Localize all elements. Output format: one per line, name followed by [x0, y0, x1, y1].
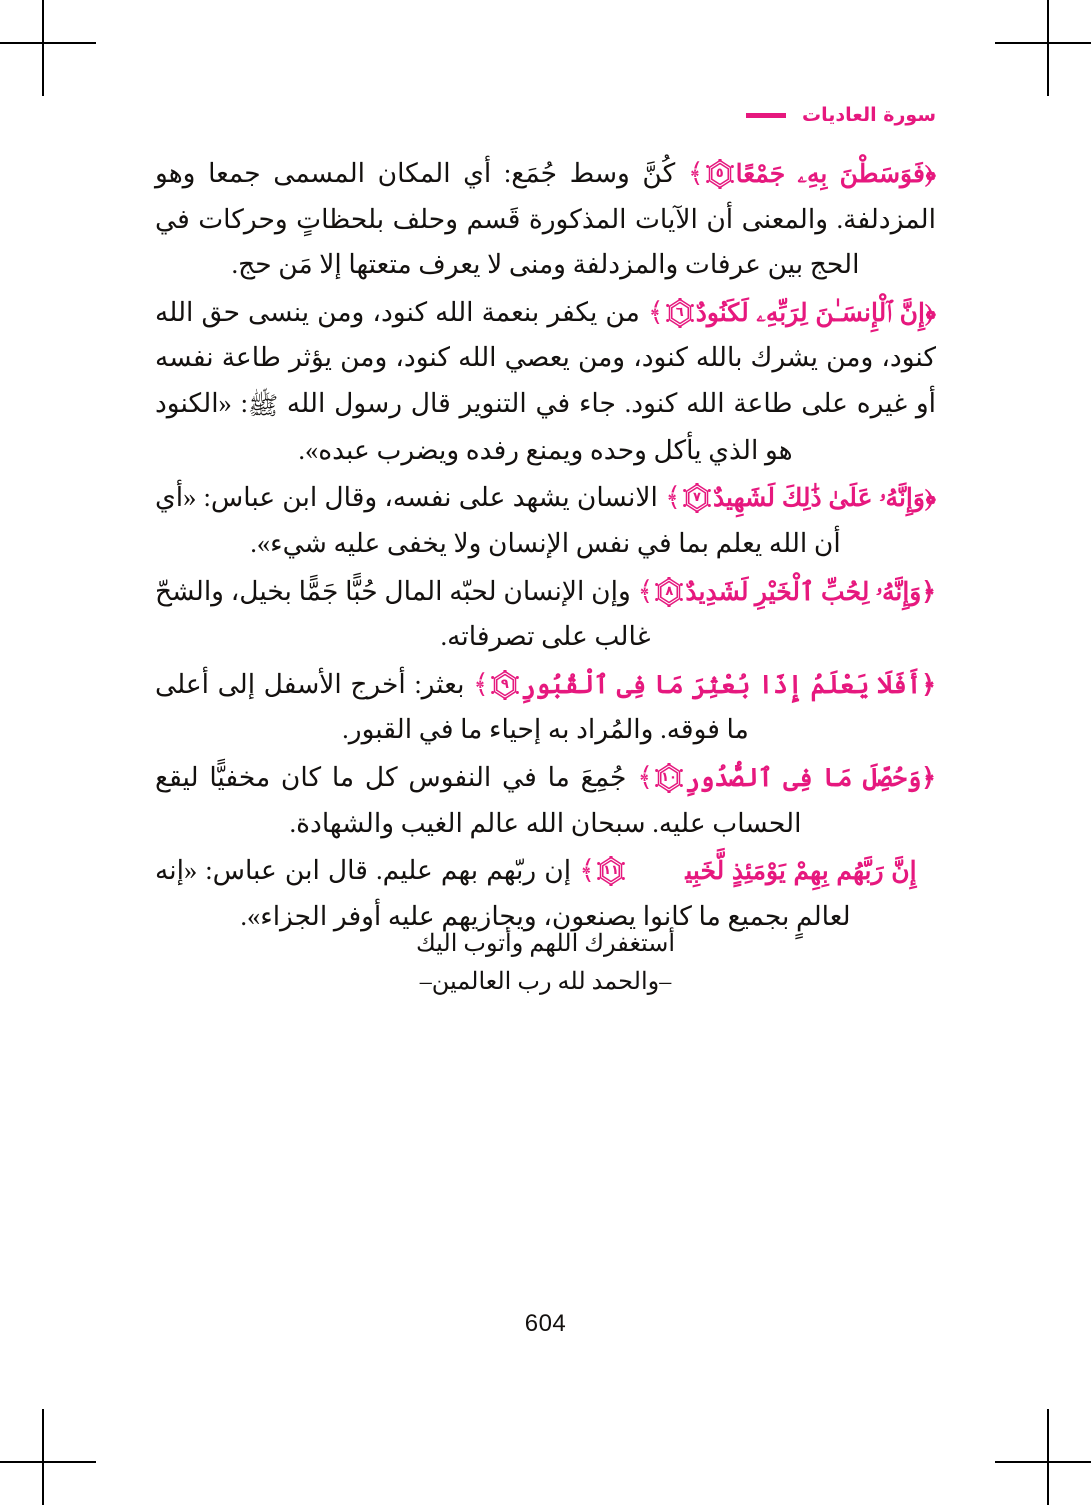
ayah-quote-text-10: ﴿وَحُصِّلَ مَا فِى ٱلصُّدُورِ — [685, 764, 937, 792]
ayah-bracket-close-5: ﴾ — [687, 158, 704, 188]
ayah-number-marker-5 — [705, 159, 735, 189]
ayah-quote-9 — [473, 668, 937, 699]
ayah-number-text-11: ١١ — [603, 863, 619, 879]
ayah-bracket-close-9: ﴾ — [473, 668, 489, 699]
ayah-quote-text-8: ﴿وَإِنَّهُۥ لِحُبِّ ٱلْخَيْرِ لَشَدِيدٌ — [685, 578, 936, 606]
ayah-number-marker-10 — [654, 763, 684, 793]
ayah-bracket-close-8: ﴾ — [637, 575, 654, 606]
closing-line-2: –والحمد لله رب العالمين– — [419, 969, 672, 996]
commentary-text-5: كُنَّ وسط جُمَع: أي المكان المسمى جمعا وهو المزدلفة. والمعنى أن الآيات المذكورة قَسم وحلف بلحظاتٍ وحركات في الحج بين عرفات والمزدلفة ومنى لا يعرف متعتها إلا مَن حج. — [155, 158, 936, 280]
paragraph-ayah-5 — [155, 150, 936, 288]
ayah-number-text-10: ١٠ — [661, 769, 677, 785]
ayah-number-text-8: ٨ — [665, 583, 674, 599]
commentary-text-11: إن ربّهم بهم عليم. قال ابن عباس: «إنه لعالمٍ بجميع ما كانوا يصنعون، ويجازيهم عليه أوفر الجزاء». — [155, 855, 851, 931]
ayah-number-text-9: ٩ — [500, 676, 509, 692]
ayah-number-marker-8 — [654, 577, 684, 607]
ayah-quote-text-11: ﴿إِنَّ رَبَّهُم بِهِمْ يَوْمَئِذٍ لَّخَبِيرٌۢ — [627, 858, 936, 886]
ayah-number-text-7: ٧ — [692, 490, 701, 506]
ayah-quote-10 — [637, 761, 937, 792]
crop-mark-top-left-horizontal — [0, 42, 96, 44]
ayah-quote-5 — [687, 158, 936, 188]
running-head-title: سورة العاديات — [802, 104, 936, 126]
paragraph-ayah-7 — [155, 474, 936, 566]
ayah-quote-text-5: ﴿فَوَسَطْنَ بِهِۦ جَمْعًا — [735, 161, 936, 188]
commentary-text-8: وإن الإنسان لحبّه المال حُبًّا جَمًّا بخيل، والشحّ غالب على تصرفاته. — [155, 575, 651, 652]
commentary-text-6: من يكفر بنعمة الله كنود، ومن ينسى حق الله كنود، ومن يشرك بالله كنود، ومن يعصي الله كنود، ومن يؤثر طاعة نفسه أو غيره على طاعة الله كنود. جاء في التنوير قال رسول الله — [155, 296, 936, 418]
ayah-quote-8 — [637, 575, 936, 606]
crop-mark-top-right-horizontal — [995, 42, 1091, 44]
commentary-text-9: بعثر: أخرج الأسفل إلى أعلى ما فوقه. والمُراد به إحياء ما في القبور. — [155, 668, 749, 745]
ayah-number-marker-7 — [682, 483, 712, 513]
crop-mark-top-left-vertical — [42, 0, 44, 96]
crop-mark-bottom-right-horizontal — [995, 1461, 1091, 1463]
running-head — [746, 104, 936, 126]
ayah-number-marker-11 — [596, 856, 626, 886]
ayah-number-text-5: ٥ — [715, 166, 724, 181]
ayah-quote-text-7: ﴿وَإِنَّهُۥ عَلَىٰ ذَٰلِكَ لَشَهِيدٌ — [712, 485, 937, 513]
closing-invocation — [0, 925, 1091, 1002]
running-head-rule-icon — [746, 113, 786, 118]
ayah-quote-6 — [647, 296, 937, 327]
body-text-column — [155, 150, 936, 940]
ayah-bracket-close-10: ﴾ — [637, 761, 654, 792]
ayah-bracket-close-6: ﴾ — [647, 296, 664, 327]
crop-mark-bottom-left-horizontal — [0, 1461, 96, 1463]
ayah-quote-text-9: ﴿أَفَلَا يَعْلَمُ إِذَا بُعْثِرَ مَا فِى ٱلْقُبُورِ — [520, 671, 937, 699]
paragraph-ayah-9 — [155, 661, 936, 753]
ayah-quote-7 — [665, 482, 937, 513]
crop-mark-top-right-vertical — [1047, 0, 1049, 96]
ayah-bracket-close-11: ﴾ — [579, 855, 596, 886]
commentary-text-10: جُمِعَ ما في النفوس كل ما كان مخفيًّا ليقع الحساب عليه. سبحان الله عالم الغيب والشهادة. — [155, 761, 802, 838]
ayah-number-marker-6 — [665, 298, 695, 328]
crop-mark-bottom-left-vertical — [42, 1409, 44, 1505]
commentary-text-7: الانسان يشهد على نفسه، وقال ابن عباس: «أي أن الله يعلم بما في نفس الإنسان ولا يخفى عليه شيء». — [155, 482, 841, 559]
commentary-text-6-tail: : «الكنود هو الذي يأكل وحده ويمنع رفده ويضرب عبده». — [155, 387, 793, 465]
ayah-number-marker-9 — [490, 670, 520, 700]
ayah-quote-text-6: ﴿إِنَّ ٱلْإِنسَـٰنَ لِرَبِّهِۦ لَكَنُودٌ — [695, 299, 937, 327]
paragraph-ayah-10 — [155, 754, 936, 846]
paragraph-ayah-6 — [155, 289, 936, 474]
sallallahu-alayhi-wasallam-icon: ﷺ — [247, 392, 279, 420]
ayah-bracket-close-7: ﴾ — [665, 482, 681, 513]
ayah-quote-11 — [579, 855, 936, 886]
closing-line-1: أستغفرك اللهم وأتوب اليك — [415, 931, 676, 957]
page-number: 604 — [524, 1310, 567, 1337]
paragraph-ayah-8 — [155, 568, 936, 660]
crop-mark-bottom-right-vertical — [1047, 1409, 1049, 1505]
ayah-number-text-6: ٦ — [675, 304, 684, 320]
